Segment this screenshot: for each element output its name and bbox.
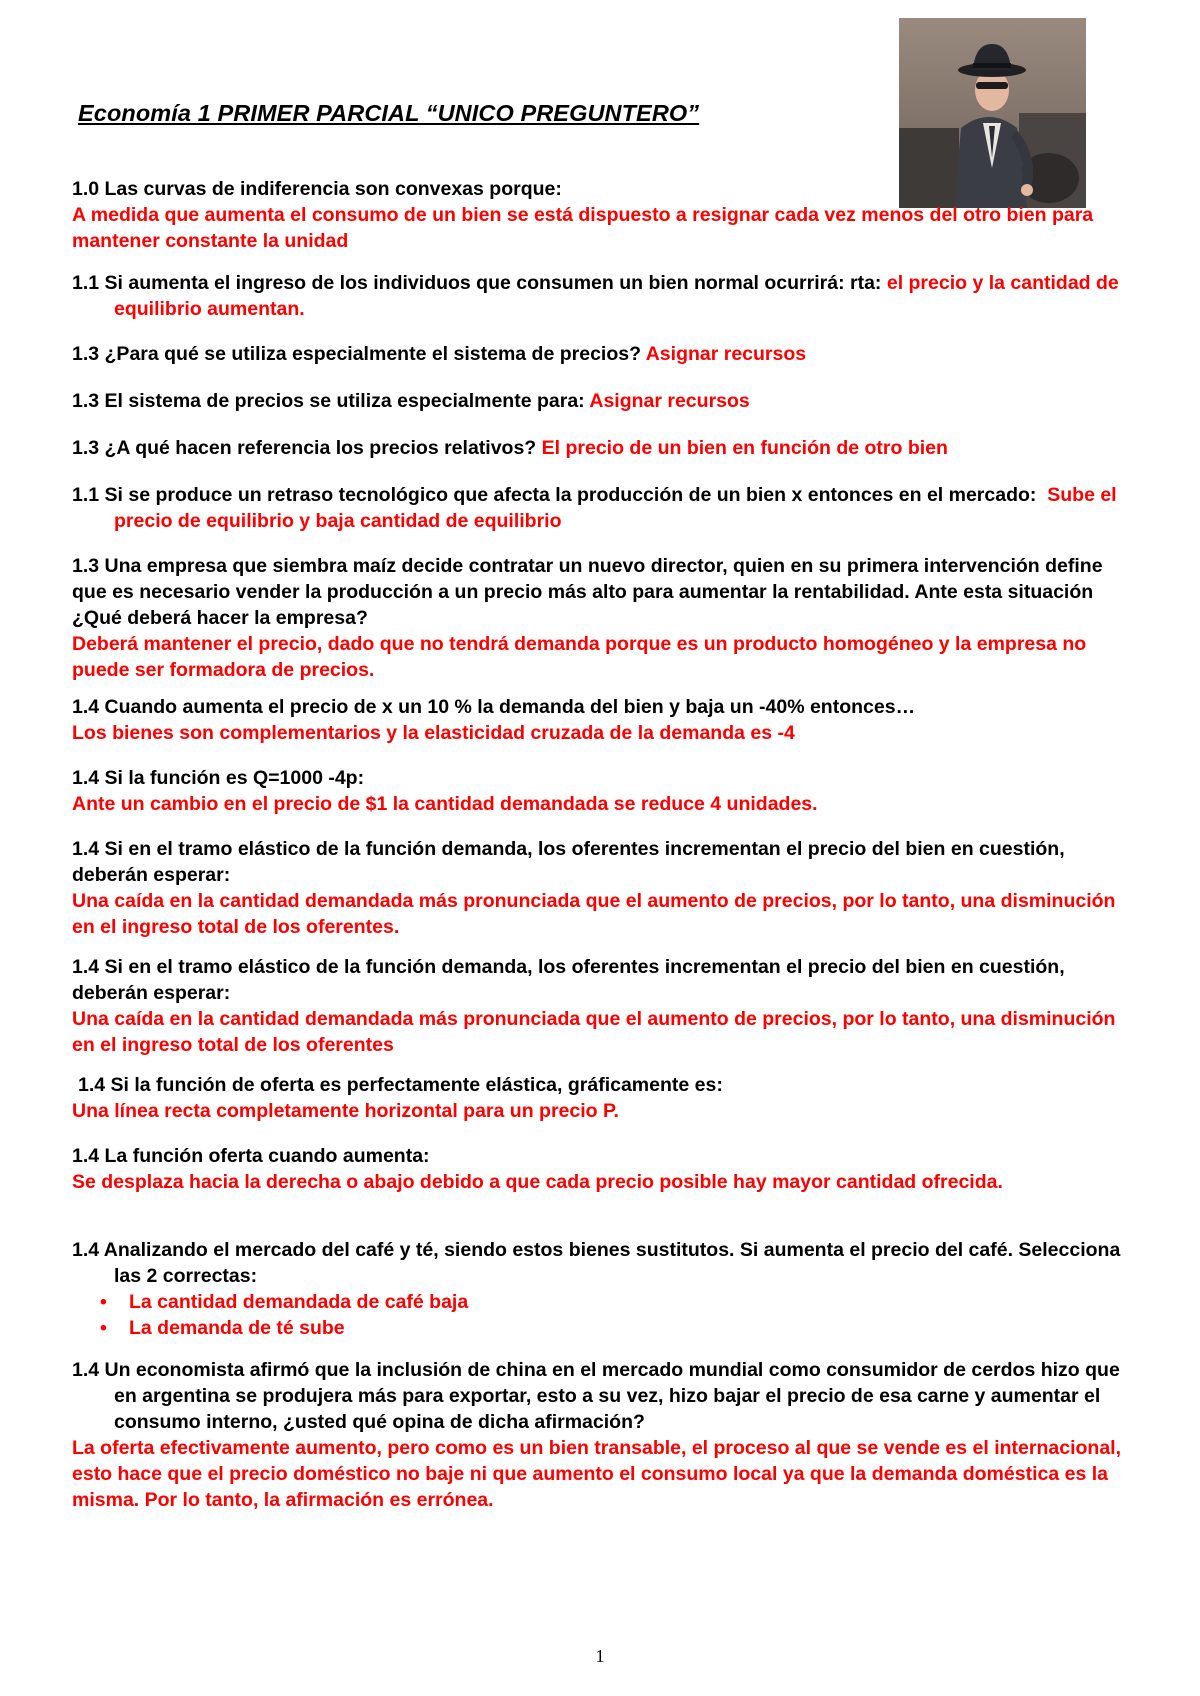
qa-item-6 [72, 482, 1122, 534]
qa-item-7 [72, 553, 1122, 683]
list-item: • La demanda de té sube [100, 1317, 345, 1339]
question-text: 1.0 Las curvas de indiferencia son convexas porque: [72, 178, 562, 200]
qa-item-10 [72, 836, 1122, 940]
answer-text: Deberá mantener el precio, dado que no tendrá demanda porque es un producto homogéneo y la empresa no puede ser formadora de precios. [72, 633, 1087, 681]
question-text: 1.3 ¿A qué hacen referencia los precios relativos? El precio de un bien en función de otro bien [72, 437, 948, 459]
qa-item-13 [72, 1143, 1122, 1195]
answer-text: Una caída en la cantidad demandada más pronunciada que el aumento de precios, por lo tanto, una disminución en el ingreso total de los oferentes. [72, 890, 1116, 938]
answer-text: Una línea recta completamente horizontal para un precio P. [72, 1100, 619, 1122]
qa-item-9 [72, 765, 1122, 817]
qa-item-11 [72, 954, 1122, 1058]
question-text: 1.1 Si aumenta el ingreso de los individuos que consumen un bien normal ocurrirá: rta: el precio y la cantidad de equilibrio aumentan. [72, 272, 1119, 320]
question-text: 1.4 Si la función es Q=1000 -4p: [72, 767, 365, 789]
document-title: Economía 1 PRIMER PARCIAL “UNICO PREGUNTERO” [78, 100, 700, 126]
question-text: 1.4 Si la función de oferta es perfectamente elástica, gráficamente es: [78, 1074, 723, 1096]
qa-item-5 [72, 435, 1122, 461]
qa-item-15 [72, 1357, 1122, 1513]
qa-item-12 [72, 1072, 1128, 1124]
question-text: 1.4 Si en el tramo elástico de la función demanda, los oferentes incrementan el precio del bien en cuestión, deberán esperar: [72, 838, 1065, 886]
qa-item-2 [72, 270, 1122, 322]
answer-text: La oferta efectivamente aumento, pero como es un bien transable, el proceso al que se vende es el internacional, esto hace que el precio doméstico no baje ni que aumento el consumo local ya que la demanda doméstica es la misma. Por lo tanto, la afirmación es errónea. [72, 1437, 1122, 1511]
question-text: 1.4 Analizando el mercado del café y té, siendo estos bienes sustitutos. Si aumenta el precio del café. Selecciona las 2 correctas: [72, 1239, 1121, 1287]
question-text: 1.4 Cuando aumenta el precio de x un 10 % la demanda del bien y baja un -40% entonces… [72, 696, 916, 718]
qa-item-14 [72, 1237, 1122, 1341]
qa-item-8 [72, 694, 1122, 746]
qa-item-3 [72, 341, 1122, 367]
question-text: 1.4 La función oferta cuando aumenta: [72, 1145, 430, 1167]
question-text: 1.4 Un economista afirmó que la inclusión de china en el mercado mundial como consumidor de cerdos hizo que en argentina se produjera más para exportar, esto a su vez, hizo bajar el precio de esa carne y aumentar el consumo interno, ¿usted qué opina de dicha afirmación? [72, 1359, 1120, 1433]
answer-text: Se desplaza hacia la derecha o abajo debido a que cada precio posible hay mayor cantidad ofrecida. [72, 1171, 1003, 1193]
question-text: 1.3 Una empresa que siembra maíz decide contratar un nuevo director, quien en su primera intervención define que es necesario vender la producción a un precio más alto para aumentar la rentabilidad. Ante esta situación ¿Qué deberá hacer la empresa? [72, 555, 1103, 629]
qa-item-1 [72, 176, 1122, 254]
qa-item-4 [72, 388, 1122, 414]
answer-text: Asignar recursos [589, 390, 750, 412]
answer-text: Los bienes son complementarios y la elasticidad cruzada de la demanda es -4 [72, 722, 795, 744]
question-text: 1.4 Si en el tramo elástico de la función demanda, los oferentes incrementan el precio del bien en cuestión, deberán esperar: [72, 956, 1065, 1004]
bullet-icon: • [100, 1291, 107, 1313]
answer-text: A medida que aumenta el consumo de un bien se está dispuesto a resignar cada vez menos del otro bien para mantener constante la unidad [72, 204, 1094, 252]
answer-text: el precio y la cantidad de equilibrio aumentan. [114, 272, 1119, 320]
answer-text: Ante un cambio en el precio de $1 la cantidad demandada se reduce 4 unidades. [72, 793, 818, 815]
answer-text: Una caída en la cantidad demandada más pronunciada que el aumento de precios, por lo tanto, una disminución en el ingreso total de los oferentes [72, 1008, 1116, 1056]
answer-list [72, 1289, 1122, 1341]
list-item: • La cantidad demandada de café baja [100, 1291, 469, 1313]
answer-text: El precio de un bien en función de otro bien [541, 437, 948, 459]
bullet-icon: • [100, 1317, 107, 1339]
question-text: 1.1 Si se produce un retraso tecnológico que afecta la producción de un bien x entonces en el mercado: Sube el precio de equilibrio y baja cantidad de equilibrio [72, 484, 1117, 532]
page-number: 1 [595, 1646, 605, 1666]
answer-text: Asignar recursos [645, 343, 807, 365]
answer-text: Sube el precio de equilibrio y baja cantidad de equilibrio [114, 484, 1117, 532]
question-text: 1.3 ¿Para qué se utiliza especialmente el sistema de precios? Asignar recursos [72, 343, 807, 365]
question-text: 1.3 El sistema de precios se utiliza especialmente para: Asignar recursos [72, 390, 750, 412]
